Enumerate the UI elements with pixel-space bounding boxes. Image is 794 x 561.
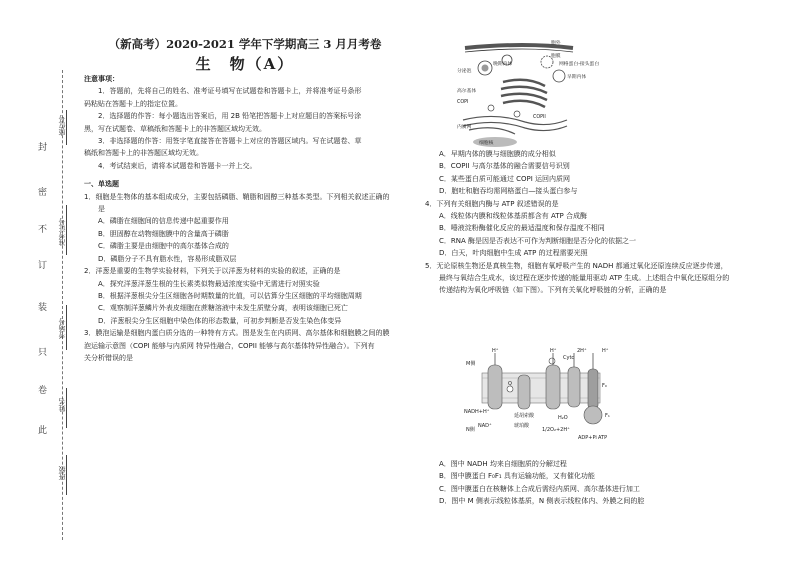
question-3-stem: 3．膜泡运输是细胞内蛋白质分选的一种特有方式。图是发生在内质网、高尔基体和细胞膜之间的膜 xyxy=(84,329,390,338)
fig-label: H⁺ xyxy=(550,348,557,354)
right-column-top xyxy=(425,148,777,297)
q5-option-c: C．图中膜蛋白在核糖体上合成后需经内质网、高尔基体进行加工 xyxy=(439,484,640,493)
notice-line: 1．答题前，先将自己的姓名、准考证号填写在试题卷和答题卡上，并将准考证号条形 xyxy=(98,87,362,96)
notice-line: 4．考试结束后，请将本试题卷和答题卡一并上交。 xyxy=(98,161,257,170)
fig-label: Cytc xyxy=(563,355,575,361)
question-5-stem: 最终与氧结合生成水，该过程在逐步传递的能量用驱动 ATP 生成。上述组合中氧化还原组分的 xyxy=(439,274,730,283)
field-seat-number: 座位号 xyxy=(58,115,66,136)
exam-title: （新高考）2020-2021 学年下学期高三 3 月月考卷 xyxy=(108,37,382,51)
fig-label: COPII xyxy=(533,115,546,120)
fig-label: 1/2O₂+2H⁺ xyxy=(542,427,570,433)
question-3-stem: 泡运输示意图（COPI 能够与内质网 特异性融合，COPII 能够与高尔基体特异性融合）。下列有 xyxy=(84,341,375,350)
fig-label: 高尔基体 xyxy=(457,89,477,94)
section-heading: 一、单选题 xyxy=(84,180,119,189)
q3-option-b: B．COPII 与高尔基体的融合需要信号识别 xyxy=(439,162,570,171)
fig-label: H⁺ xyxy=(602,348,609,354)
left-column xyxy=(84,73,404,364)
field-line xyxy=(66,205,67,255)
q2-option-b: B．根据洋葱根尖分生区细胞各时期数量的比值，可以估算分生区细胞的平均细胞周期 xyxy=(98,291,362,300)
fig-label: ATP xyxy=(598,435,608,441)
fig-label: 内质网 xyxy=(457,125,472,130)
q5-option-a: A．图中 NADH 均来自细胞质的分解过程 xyxy=(439,460,567,468)
fig-label: M侧 xyxy=(466,361,476,367)
right-column-bottom xyxy=(425,458,777,508)
field-line xyxy=(66,388,67,428)
q3-option-a: A．早期内体的膜与细胞膜的成分相似 xyxy=(439,150,556,158)
question-1-stem: 1．细胞是生物体的基本组成成分，主要包括磷脂、鞘脂和固醇三种基本类型。下列相关叙述正确的 xyxy=(84,192,390,201)
q2-option-d: D．洋葱根尖分生区细胞中染色体的形态数量，可初步判断是否发生染色体变异 xyxy=(98,316,342,325)
q1-option-d: D．磷脂分子不具有脂水性，容易形成脂双层 xyxy=(98,254,237,263)
fig-label: H₂O xyxy=(558,415,568,421)
fig-label: NADH+H⁺ xyxy=(464,409,490,415)
notice-line: 黑，写在试题卷、草稿纸和答题卡上的非答题区域均无效。 xyxy=(84,124,266,133)
q5-option-d: D．图中 M 侧表示线粒体基质，N 侧表示线粒体内、外膜之间的腔 xyxy=(439,497,645,506)
binding-char: 封 xyxy=(38,143,48,153)
fig-label: F₀ xyxy=(602,383,607,389)
q4-option-d: D．白天，叶肉细胞中生成 ATP 的过程需要光照 xyxy=(439,249,588,258)
binding-char: 只 xyxy=(38,348,48,358)
fig-label: 网格蛋白-接头蛋白 xyxy=(559,62,600,67)
q4-option-c: C．RNA 酶是因是否表达不可作为判断细胞是否分化的依据之一 xyxy=(439,236,637,245)
field-class: 班级 xyxy=(58,466,66,480)
q1-option-a: A．磷脂在细胞间的信息传递中起重要作用 xyxy=(98,217,229,226)
binding-char: 此 xyxy=(38,426,48,436)
notice-line: 2．选择题的作答：每小题选出答案后，用 2B 铅笔把答题卡上对应题目的答案标号涂 xyxy=(98,112,362,121)
fig-label: COPI xyxy=(457,100,469,105)
exam-subject: 生 物（A） xyxy=(195,55,295,73)
q1-option-c: C．磷脂主要是由细胞中的高尔基体合成的 xyxy=(98,242,229,251)
vesicle-transport-figure xyxy=(455,38,600,146)
field-exam-number: 准考证号 xyxy=(58,218,66,246)
q5-option-b: B．图中膜蛋白 F₀F₁ 具有运输功能，又有催化功能 xyxy=(439,472,595,481)
q4-option-b: B．唾液淀粉酶催化反应的最适温度和保存温度不相同 xyxy=(439,224,605,233)
binding-char: 订 xyxy=(38,261,48,271)
fig-label: Q xyxy=(508,381,512,387)
binding-char: 密 xyxy=(38,188,48,198)
respiratory-chain-figure xyxy=(462,347,627,455)
binding-char: 装 xyxy=(38,303,48,313)
question-3-stem: 关分析错误的是 xyxy=(84,353,133,362)
question-1-stem: 是 xyxy=(98,205,105,214)
fig-label: ADP+Pi xyxy=(578,435,597,441)
fig-label: 琥珀酸 xyxy=(514,423,530,429)
field-line xyxy=(66,110,67,145)
fig-label: H⁺ xyxy=(492,348,499,354)
fig-label: 细胞核 xyxy=(479,141,494,146)
notice-line: 3．非选择题的作答：用签字笔直接答在答题卡上对应的答题区域内。写在试题卷、草 xyxy=(98,137,362,146)
q4-option-a: A．线粒体内膜和线粒体基质都含有 ATP 合成酶 xyxy=(439,212,587,221)
fig-label: 2H⁺ xyxy=(577,348,587,354)
fig-label: 分泌泡 xyxy=(457,69,472,74)
notice-line: 码粘贴在答题卡上的指定位置。 xyxy=(84,99,182,108)
notice-line: 稿纸和答题卡上的非答题区域均无效。 xyxy=(84,149,203,158)
fig-label: 晚期内体 xyxy=(493,62,513,67)
q2-option-c: C．观察制洋葱鳞片外表皮细胞在蔗糖溶液中未发生质壁分离，表明该细胞已死亡 xyxy=(98,304,348,313)
fig-label: 早期内体 xyxy=(567,75,587,80)
fig-label: 胞外 xyxy=(551,41,561,46)
q2-option-a: A．探究洋葱洋葱生根的生长素类似物最适浓度实验中无需进行对照实验 xyxy=(98,279,320,288)
field-line xyxy=(66,305,67,350)
question-2-stem: 2．洋葱是重要的生物学实验材料，下列关于以洋葱为材料的实验的叙述，正确的是 xyxy=(84,267,341,276)
field-room-number: 考场号 xyxy=(58,318,66,339)
notice-heading: 注意事项： xyxy=(84,75,119,83)
fig-label: NAD⁺ xyxy=(478,423,492,429)
field-name: 姓名 xyxy=(58,398,66,412)
fig-label: 胞膜 xyxy=(551,54,561,59)
q3-option-d: D．胞吐和胞吞均需网格蛋白—接头蛋白参与 xyxy=(439,187,578,196)
question-5-stem: 传递结构为氧化呼吸链（如下图）。下列有关氧化呼吸链的分析，正确的是 xyxy=(439,286,667,295)
binding-char: 不 xyxy=(38,225,48,235)
fig-label: 延胡索酸 xyxy=(514,413,535,419)
fig-label: F₁ xyxy=(605,413,610,419)
q3-option-c: C．某些蛋白质可能通过 COPI 运回内质网 xyxy=(439,174,571,183)
question-4-stem: 4．下列有关细胞内酶与 ATP 叙述错误的是 xyxy=(425,199,559,208)
binding-char: 卷 xyxy=(38,386,48,396)
fig-label: N侧 xyxy=(466,427,475,433)
q1-option-b: B．胆固醇在动物细胞膜中的含量高于磷脂 xyxy=(98,229,229,238)
question-5-stem: 5．无论原核生物还是真核生物，细胞有氧呼吸产生的 NADH 都通过氧化还原连续反应逐步传递， xyxy=(425,261,728,270)
field-line xyxy=(66,455,67,495)
